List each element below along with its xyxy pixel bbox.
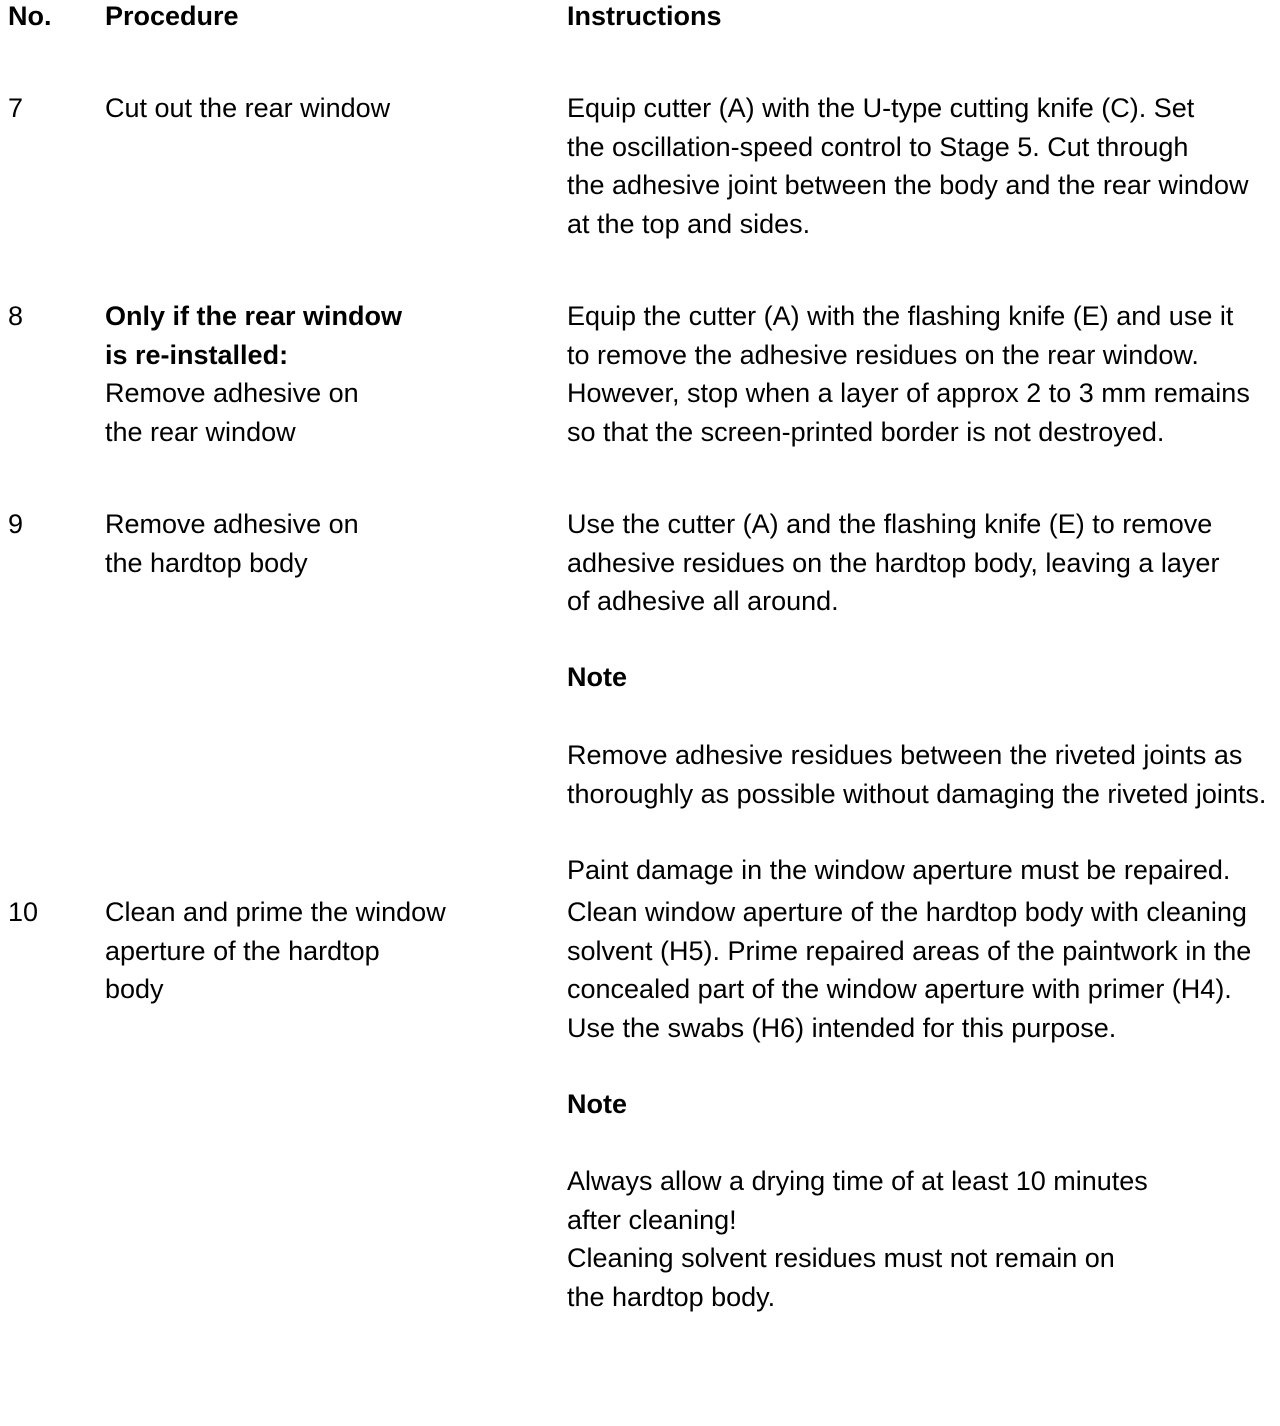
step-8-procedure (105, 297, 402, 451)
header-no: No. (8, 1, 52, 31)
instruction-line: Equip cutter (A) with the U-type cutting knife (C). Set (567, 93, 1195, 123)
note-line: thoroughly as possible without damaging the riveted joints. (567, 778, 1267, 809)
instruction-line: Clean window aperture of the hardtop body with cleaning (567, 897, 1247, 927)
instruction-line: Equip the cutter (A) with the flashing knife (E) and use it (567, 301, 1234, 331)
instruction-line: Use the swabs (H6) intended for this purpose. (567, 1012, 1117, 1043)
step-9-extra-text: Paint damage in the window aperture must be repaired. (567, 855, 1231, 885)
note-line: Always allow a drying time of at least 10 minutes (567, 1166, 1148, 1196)
procedure-line: Clean and prime the window (105, 897, 446, 927)
step-9-instructions (567, 505, 1219, 621)
header-procedure: Procedure (105, 1, 239, 31)
header-instructions: Instructions (567, 1, 722, 31)
step-10-note-title: Note (567, 1089, 627, 1119)
procedure-line: Cut out the rear window (105, 93, 391, 123)
step-10-instructions (567, 893, 1251, 1047)
step-8-instructions (567, 297, 1250, 451)
step-8-number: 8 (8, 301, 24, 331)
note-line: Remove adhesive residues between the riveted joints as (567, 740, 1243, 770)
procedure-condition-line: is re-installed: (105, 339, 289, 370)
procedure-line: Remove adhesive on (105, 378, 359, 408)
instruction-line: the adhesive joint between the body and the rear window (567, 170, 1249, 200)
step-10-note (567, 1162, 1148, 1316)
step-7-number: 7 (8, 93, 24, 123)
instruction-line: the oscillation-speed control to Stage 5. Cut through (567, 131, 1189, 162)
step-10-number: 10 (8, 897, 39, 927)
step-9-note-title: Note (567, 662, 627, 692)
step-9-note (567, 736, 1266, 813)
instruction-line: of adhesive all around. (567, 586, 839, 616)
procedure-condition-line: Only if the rear window (105, 301, 403, 331)
instruction-line: so that the screen-printed border is not destroyed. (567, 416, 1165, 447)
procedure-line: aperture of the hardtop (105, 935, 380, 966)
instruction-line: However, stop when a layer of approx 2 to 3 mm remains (567, 378, 1250, 408)
instruction-line: solvent (H5). Prime repaired areas of the paintwork in the (567, 935, 1252, 966)
step-7-instructions (567, 89, 1248, 243)
procedure-line: the hardtop body (105, 547, 308, 578)
step-10-procedure (105, 893, 446, 1009)
instruction-line: at the top and sides. (567, 208, 811, 239)
note-line: after cleaning! (567, 1204, 737, 1235)
instruction-line: adhesive residues on the hardtop body, leaving a layer (567, 547, 1220, 578)
note-line: Cleaning solvent residues must not remain on (567, 1243, 1115, 1273)
instruction-line: to remove the adhesive residues on the rear window. (567, 339, 1199, 370)
step-9-procedure (105, 505, 359, 582)
note-line: the hardtop body. (567, 1281, 776, 1312)
procedure-line: Remove adhesive on (105, 509, 359, 539)
step-9-number: 9 (8, 509, 24, 539)
instruction-line: Use the cutter (A) and the flashing knife (E) to remove (567, 509, 1213, 539)
step-7-procedure (105, 89, 390, 128)
instruction-line: concealed part of the window aperture with primer (H4). (567, 974, 1232, 1004)
procedure-line: body (105, 974, 164, 1004)
procedure-line: the rear window (105, 416, 296, 447)
